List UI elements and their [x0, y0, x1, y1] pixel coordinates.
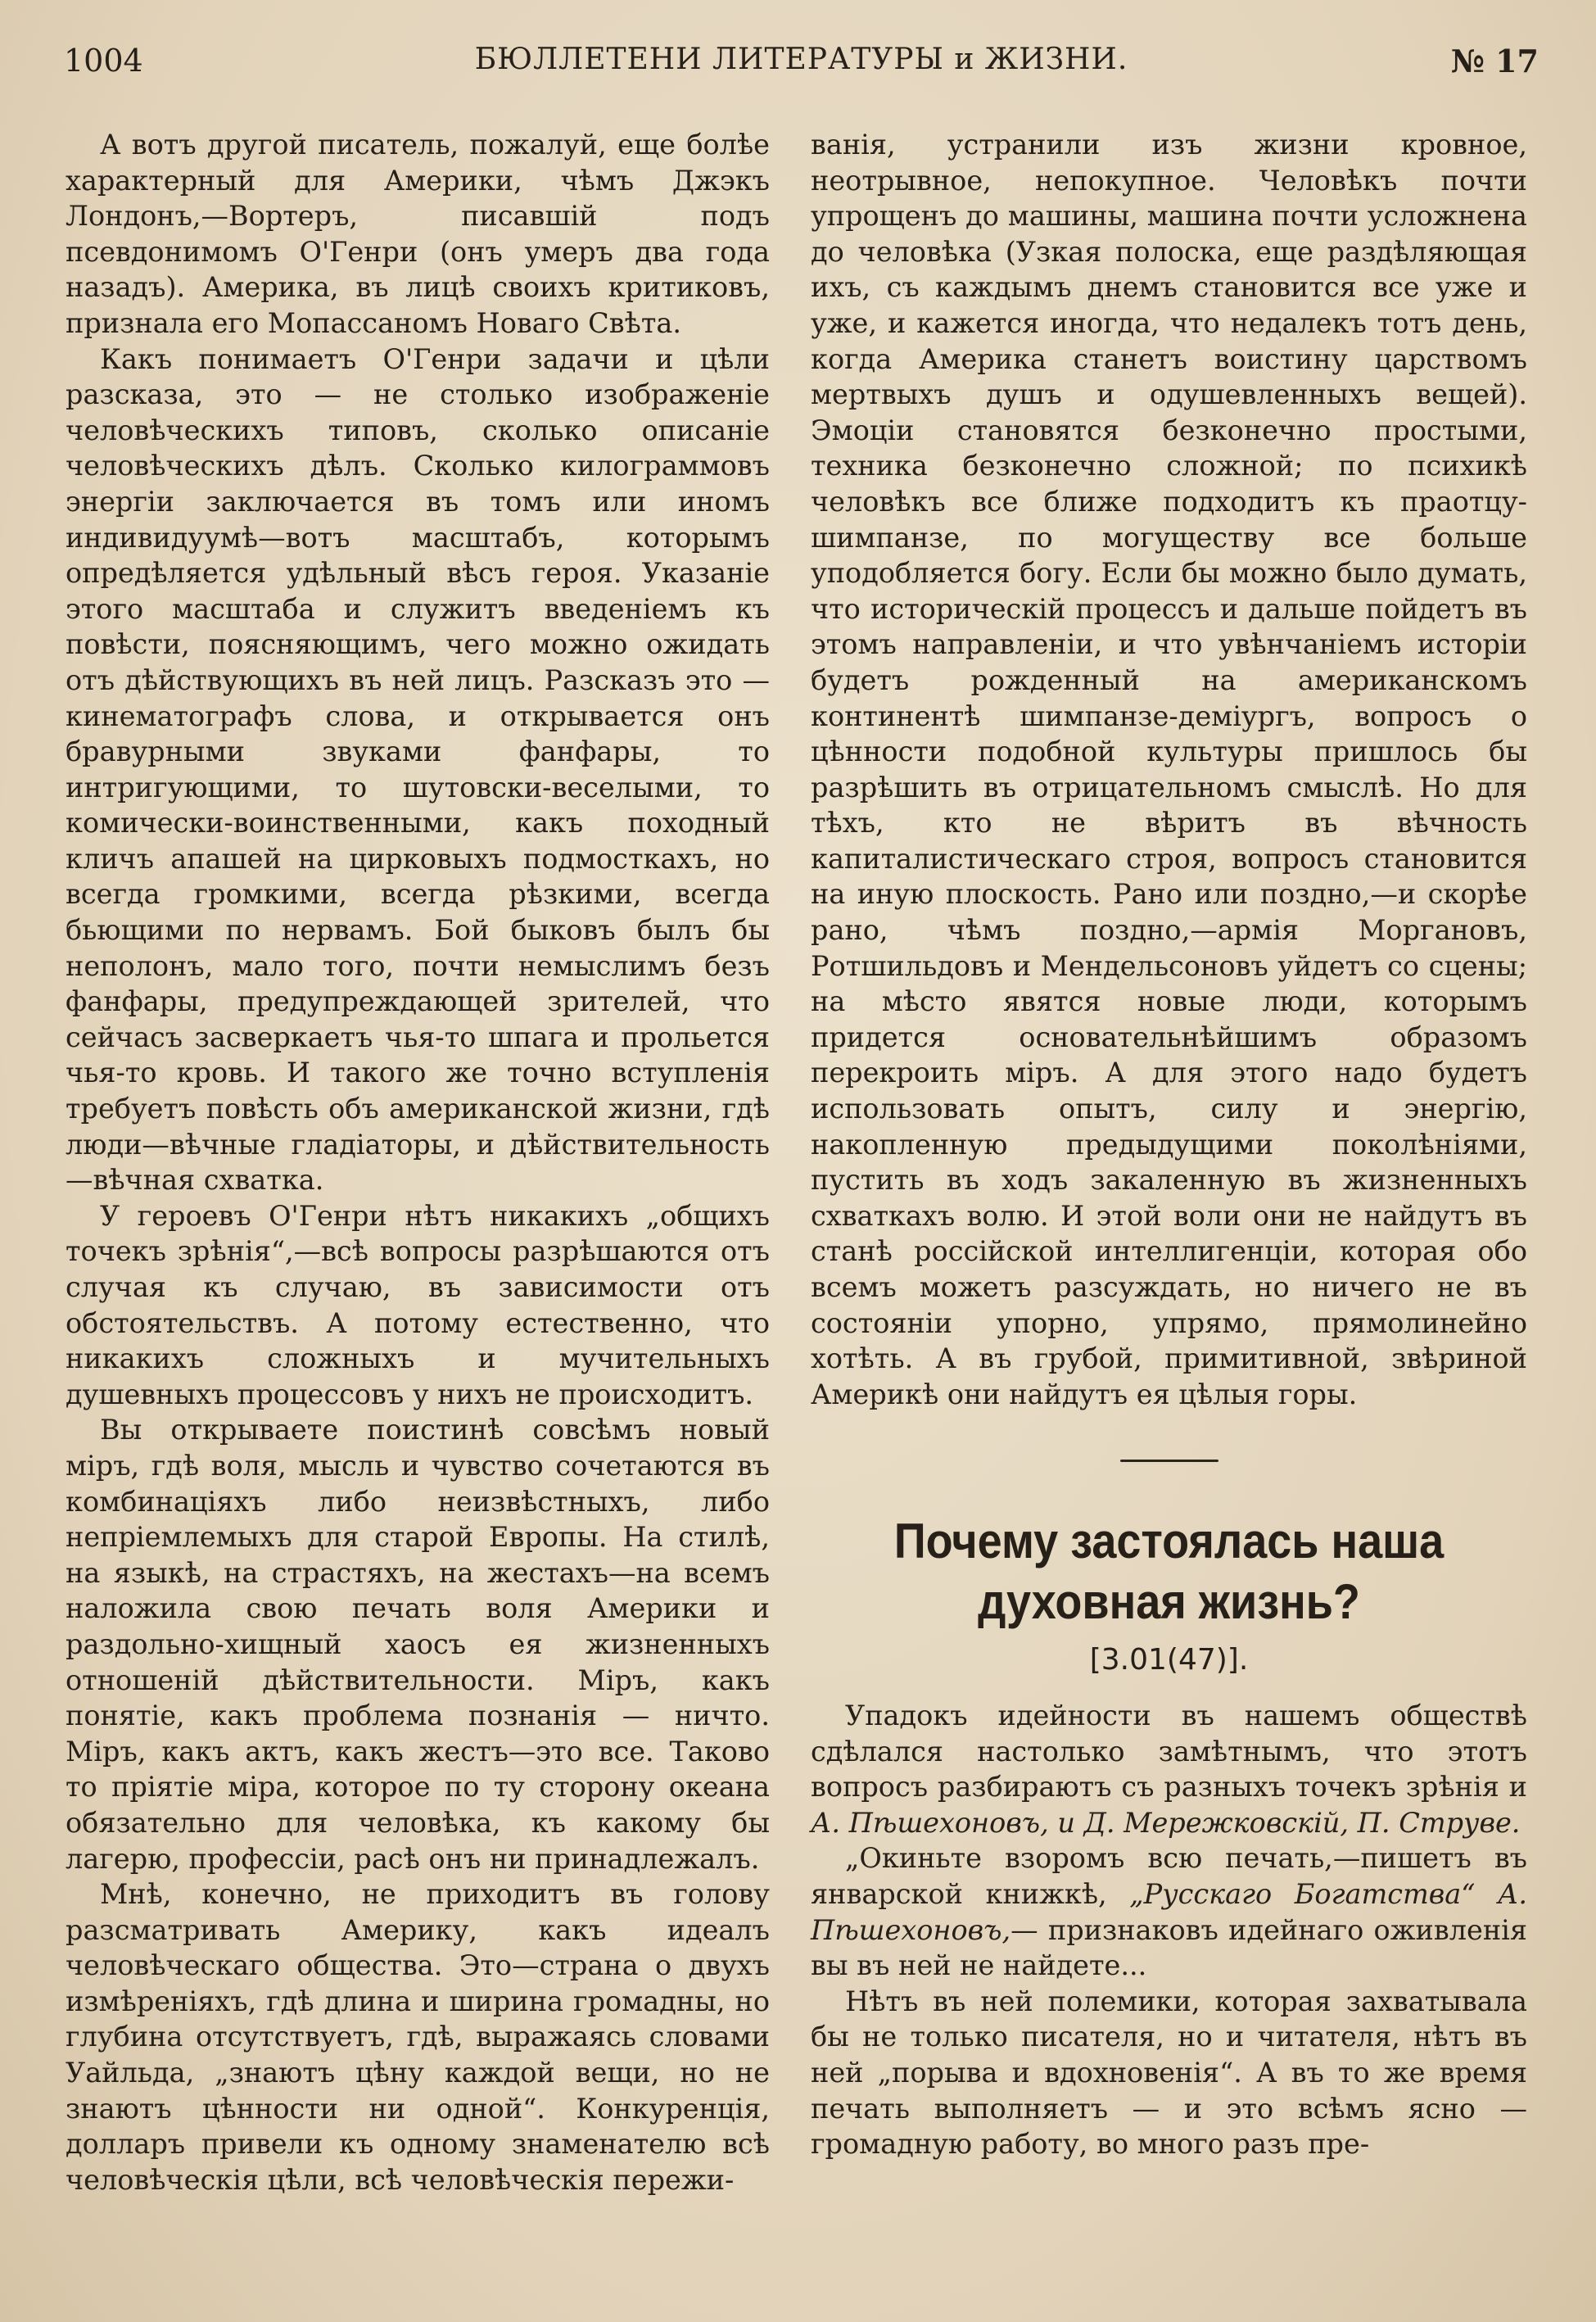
quote-end: — признаковъ идейнаго оживленія вы въ ней не найдете... [811, 1913, 1527, 1982]
paragraph: Мнѣ, конечно, не приходитъ въ голову разсматривать Америку, какъ идеалъ человѣческаго общества. Это—страна о двухъ измѣреніяхъ, гдѣ длина и ширина громадны, но глубина отсутствуетъ, гдѣ, выражаясь словами Уайльда, „знаютъ цѣну каждой вещи, но не знаютъ цѣнности ни одной“. Конкуренція, долларъ привели къ одному знаменателю всѣ человѣческія цѣли, всѣ человѣческія пережи- [66, 1878, 770, 2196]
paragraph [811, 1840, 1527, 1983]
section-divider [1120, 1460, 1218, 1462]
paragraph: Какъ понимаетъ О'Генри задачи и цѣли разсказа, это — не столько изображеніе человѣческихъ типовъ, сколько описаніе человѣческихъ дѣлъ. Сколько килограммовъ энергіи заключается въ томъ или иномъ индивидуумѣ—вотъ масштабъ, которымъ опредѣляется удѣльный вѣсъ героя. Указаніе этого масштаба и служитъ введеніемъ къ повѣсти, поясняющимъ, чего можно ожидать отъ дѣйствующихъ въ ней лицъ. Разсказъ это — кинематографъ слова, и открывается онъ бравурными звуками фанфары, то интригующими, то шутовски-веселыми, то комически-воинственными, какъ походный кличъ апашей на цирковыхъ подмосткахъ, но всегда громкими, всегда рѣзкими, всегда бьющими по нервамъ. Бой быковъ былъ бы неполонъ, мало того, почти немыслимъ безъ фанфары, предупреждающей зрителей, что сейчасъ засверкаетъ чья-то шпага и прольется чья-то кровь. И такого же точно вступленія требуетъ повѣсть объ американской жизни, гдѣ люди—вѣчные гладіаторы, и дѣйствительность—вѣчная схватка. [66, 342, 770, 1197]
paragraph: А вотъ другой писатель, пожалуй, еще болѣе характерный для Америки, чѣмъ Джэкъ Лондонъ,—Вортеръ, писавшій подъ псевдонимомъ О'Генри (онъ умеръ два года назадъ). Америка, въ лицѣ своихъ критиковъ, признала его Мопассаномъ Новаго Свѣта. [66, 129, 770, 339]
paragraph: У героевъ О'Генри нѣтъ никакихъ „общихъ точекъ зрѣнія“,—всѣ вопросы разрѣшаются отъ случая къ случаю, въ зависимости отъ обстоятельствъ. А потому естественно, что никакихъ сложныхъ и мучительныхъ душевныхъ процессовъ у нихъ не происходитъ. [66, 1199, 770, 1410]
page-number: 1004 [64, 43, 143, 79]
paragraph: ванія, устранили изъ жизни кровное, неотрывное, непокупное. Человѣкъ почти упрощенъ до машины, машина почти усложнена до человѣка (Узкая полоска, еще раздѣляющая ихъ, съ каждымъ днемъ становится все уже и уже, и кажется иногда, что недалекъ тотъ день, когда Америка станетъ воистину царствомъ мертвыхъ душъ и одушевленныхъ вещей). Эмоціи становятся безконечно простыми, техника безконечно сложной; по психикѣ человѣкъ все ближе подходитъ къ праотцу-шимпанзе, по могуществу все больше уподобляется богу. Если бы можно было думать, что историческій процессъ и дальше пойдетъ въ этомъ направленіи, и что увѣнчаніемъ исторіи будетъ рожденный на американскомъ континентѣ шимпанзе-деміургъ, вопросъ о цѣнности подобной культуры пришлось бы разрѣшить въ отрицательномъ смыслѣ. Но для тѣхъ, кто не вѣритъ въ вѣчность капиталистическаго строя, вопросъ становится на иную плоскость. Рано или поздно,—и скорѣе рано, чѣмъ поздно,—армія Моргановъ, Ротшильдовъ и Мендельсоновъ уйдетъ со сцены; на мѣсто явятся новые люди, которымъ придется основательнѣйшимъ образомъ перекроить міръ. А для этого надо будетъ использовать опытъ, силу и энергію, накопленную предыдущими поколѣніями, пустить въ ходъ закаленную въ жизненныхъ схваткахъ волю. И этой воли они не найдутъ въ станѣ россійской интеллигенціи, которая обо всемъ можетъ разсуждать, но ничего не въ состояніи упорно, упрямо, прямолинейно хотѣть. А въ грубой, примитивной, звѣриной Америкѣ они найдутъ ея цѣлыя горы. [811, 129, 1527, 1410]
quote-start: „Окиньте взоромъ всю печать,—пишетъ въ январской книжкѣ, [811, 1842, 1527, 1910]
article-authors: А. Пѣшехоновъ, и Д. Мережковскій, П. Струве. [811, 1806, 1521, 1839]
left-column [66, 127, 770, 2198]
paragraph: Нѣтъ въ ней полемики, которая захватывала бы не только писателя, но и читателя, нѣтъ въ ней „порыва и вдохновенія“. А въ то же время печать выполняетъ — и это всѣмъ ясно — громадную работу, во много разъ пре- [811, 1985, 1527, 2161]
article-title: Почему застоялась наша духовная жизнь? [893, 1514, 1445, 1630]
quote-author: А. Пѣшехоновъ, [811, 1877, 1527, 1946]
article-intro: Упадокъ идейности въ нашемъ обществѣ сдѣлался настолько замѣтнымъ, что этотъ вопросъ разбираютъ съ разныхъ точекъ зрѣнія и [811, 1699, 1527, 1804]
right-column [811, 127, 1527, 2162]
page-header [64, 43, 1539, 92]
paragraph [811, 1698, 1527, 1840]
article-code: [3.01(47)]. [1089, 1643, 1249, 1677]
journal-name: „Русскаго Богатства“ [1129, 1877, 1476, 1910]
paragraph: Вы открываете поистинѣ совсѣмъ новый міръ, гдѣ воля, мысль и чувство сочетаются въ комбинаціяхъ либо неизвѣстныхъ, либо непріемлемыхъ для старой Европы. На стилѣ, на языкѣ, на страстяхъ, на жестахъ—на всемъ наложила свою печать воля Америки и раздольно-хищный хаосъ ея жизненныхъ отношеній дѣйствительности. Міръ, какъ понятіе, какъ проблема познанія — ничто. Міръ, какъ актъ, какъ жестъ—это все. Таково то пріятіе міра, которое по ту сторону океана обязательно для человѣка, къ какому бы лагерю, профессіи, расѣ онъ ни принадлежалъ. [66, 1414, 770, 1875]
issue-number: № 17 [1450, 43, 1539, 79]
running-title: БЮЛЛЕТЕНИ ЛИТЕРАТУРЫ и ЖИЗНИ. [474, 43, 1128, 76]
